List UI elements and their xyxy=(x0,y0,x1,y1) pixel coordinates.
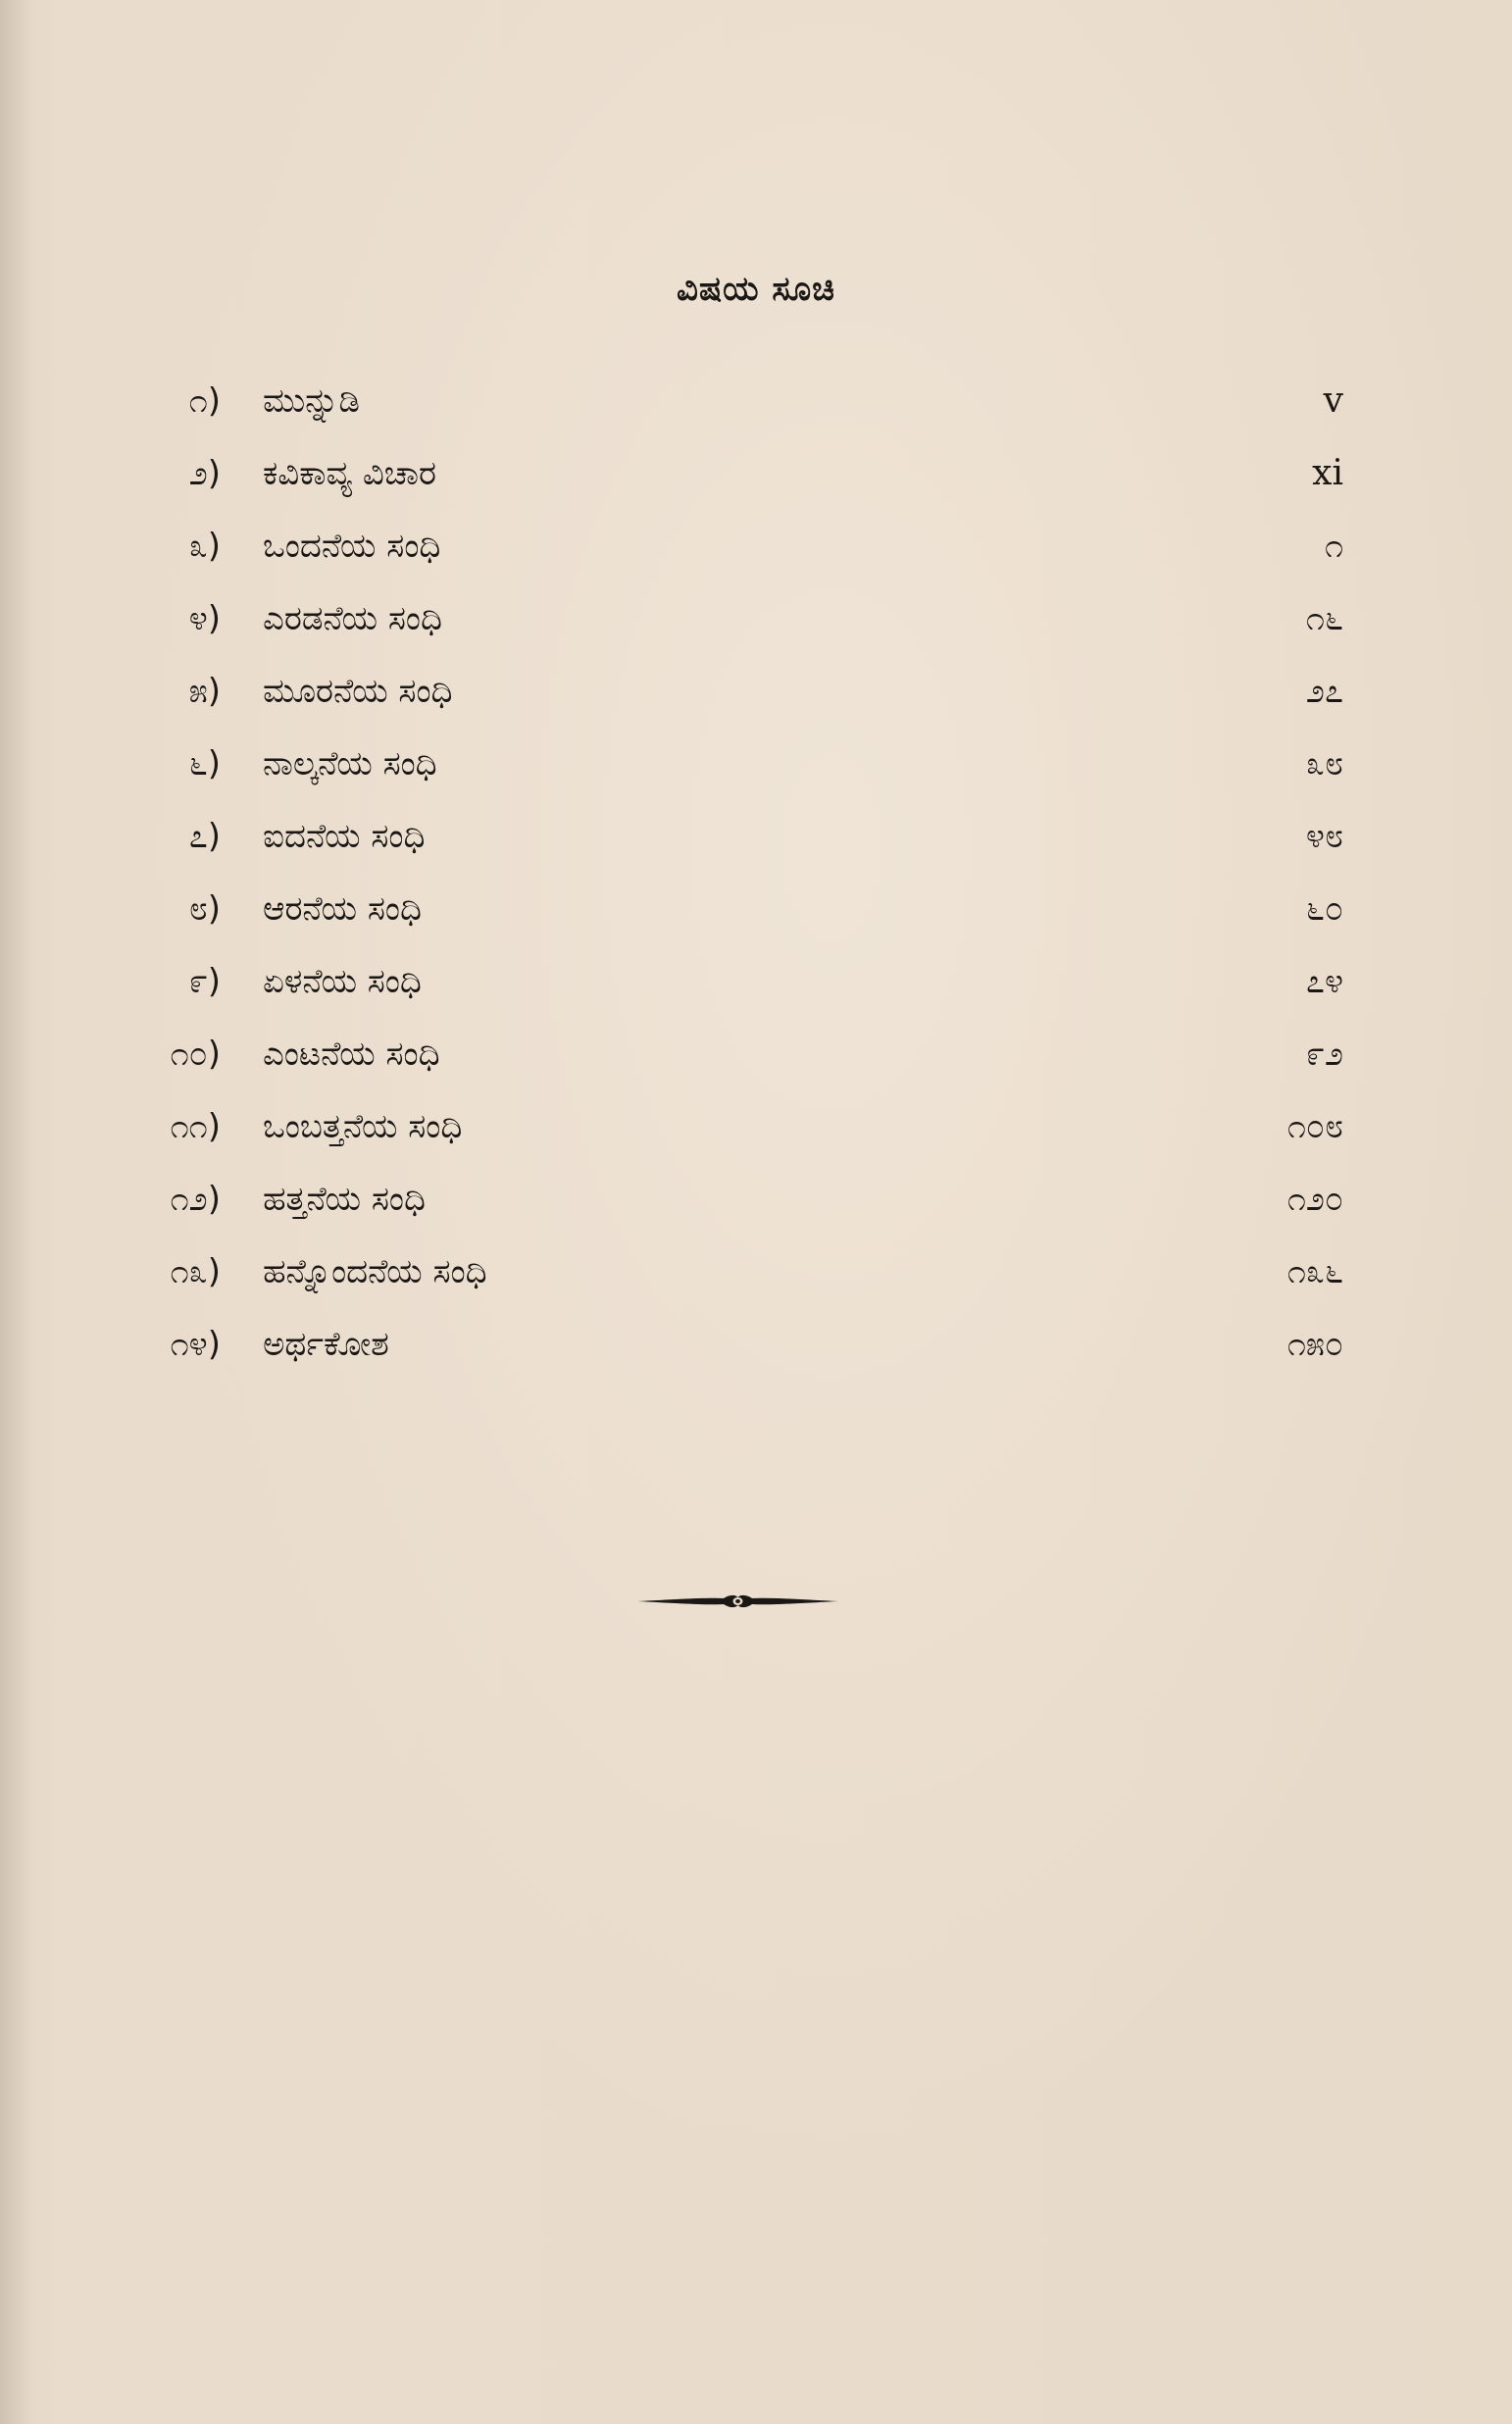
toc-entry xyxy=(147,510,1343,582)
entry-number: ೪) xyxy=(188,599,221,638)
toc-entry xyxy=(147,1236,1343,1308)
entry-title: ಅರ್ಥಕೋಶ xyxy=(263,1325,389,1364)
entry-title: ಒಂಬತ್ತನೆಯ ಸಂಧಿ xyxy=(263,1107,463,1146)
entry-title: ನಾಲ್ಕನೆಯ ಸಂಧಿ xyxy=(263,744,437,783)
entry-title: ಮೂರನೆಯ ಸಂಧಿ xyxy=(263,672,453,711)
entry-page: ೪೮ xyxy=(1305,817,1343,856)
entry-page: ೬೦ xyxy=(1305,889,1343,929)
entry-number: ೫) xyxy=(188,672,221,711)
entry-title: ಎರಡನೆಯ ಸಂಧಿ xyxy=(263,599,442,638)
entry-number: ೩) xyxy=(188,527,221,566)
entry-number: ೧೧) xyxy=(170,1107,221,1146)
entry-page: xi xyxy=(1312,453,1343,493)
toc-entry xyxy=(147,1308,1343,1381)
entry-page: ೯೨ xyxy=(1305,1035,1343,1074)
entry-number: ೬) xyxy=(188,744,221,783)
entry-number: ೧೩) xyxy=(170,1252,221,1291)
toc-entry xyxy=(147,365,1343,437)
entry-title: ಐದನೆಯ ಸಂಧಿ xyxy=(263,817,426,856)
entry-number: ೧೨) xyxy=(170,1180,221,1219)
entry-number: ೭) xyxy=(188,817,221,856)
entry-page: v xyxy=(1323,380,1343,421)
toc-entry xyxy=(147,1163,1343,1236)
entry-page: ೧೨೦ xyxy=(1286,1180,1343,1219)
entry-page: ೭೪ xyxy=(1305,962,1343,1001)
entry-title: ಏಳನೆಯ ಸಂಧಿ xyxy=(263,962,422,1001)
entry-title: ಆರನೆಯ ಸಂಧಿ xyxy=(263,889,422,929)
toc-entry xyxy=(147,437,1343,510)
entry-title: ಮುನ್ನುಡಿ xyxy=(263,381,360,421)
toc-entry xyxy=(147,1090,1343,1163)
entry-number: ೧೪) xyxy=(170,1325,221,1364)
entry-title: ಒಂದನೆಯ ಸಂಧಿ xyxy=(263,527,441,566)
entry-number: ೯) xyxy=(188,962,221,1001)
entry-page: ೧ xyxy=(1324,527,1343,566)
entry-page: ೨೭ xyxy=(1305,672,1343,711)
toc-entry xyxy=(147,945,1343,1018)
toc-entry xyxy=(147,728,1343,800)
entry-title: ಎಂಟನೆಯ ಸಂಧಿ xyxy=(263,1035,440,1074)
entry-number: ೮) xyxy=(188,889,221,929)
toc-entry xyxy=(147,1018,1343,1090)
toc-entry xyxy=(147,582,1343,655)
page-title: ವಿಷಯ ಸೂಚಿ xyxy=(677,269,835,309)
toc-entry xyxy=(147,800,1343,873)
decorative-rule-icon xyxy=(637,1589,838,1614)
toc-entry xyxy=(147,873,1343,945)
entry-page: ೧೫೦ xyxy=(1286,1325,1343,1364)
entry-page: ೩೮ xyxy=(1305,744,1343,783)
entry-title: ಹತ್ತನೆಯ ಸಂಧಿ xyxy=(263,1180,426,1219)
entry-title: ಕವಿಕಾವ್ಯ ವಿಚಾರ xyxy=(263,454,436,493)
entry-page: ೧೬ xyxy=(1305,599,1343,638)
entry-page: ೧೩೬ xyxy=(1286,1252,1343,1291)
toc-entry xyxy=(147,655,1343,728)
entry-number: ೨) xyxy=(188,454,221,493)
entry-page: ೧೦೮ xyxy=(1286,1107,1343,1146)
entry-title: ಹನ್ನೊಂದನೆಯ ಸಂಧಿ xyxy=(263,1252,487,1291)
table-of-contents xyxy=(147,365,1343,1381)
entry-number: ೧) xyxy=(188,381,221,421)
entry-number: ೧೦) xyxy=(170,1035,221,1074)
